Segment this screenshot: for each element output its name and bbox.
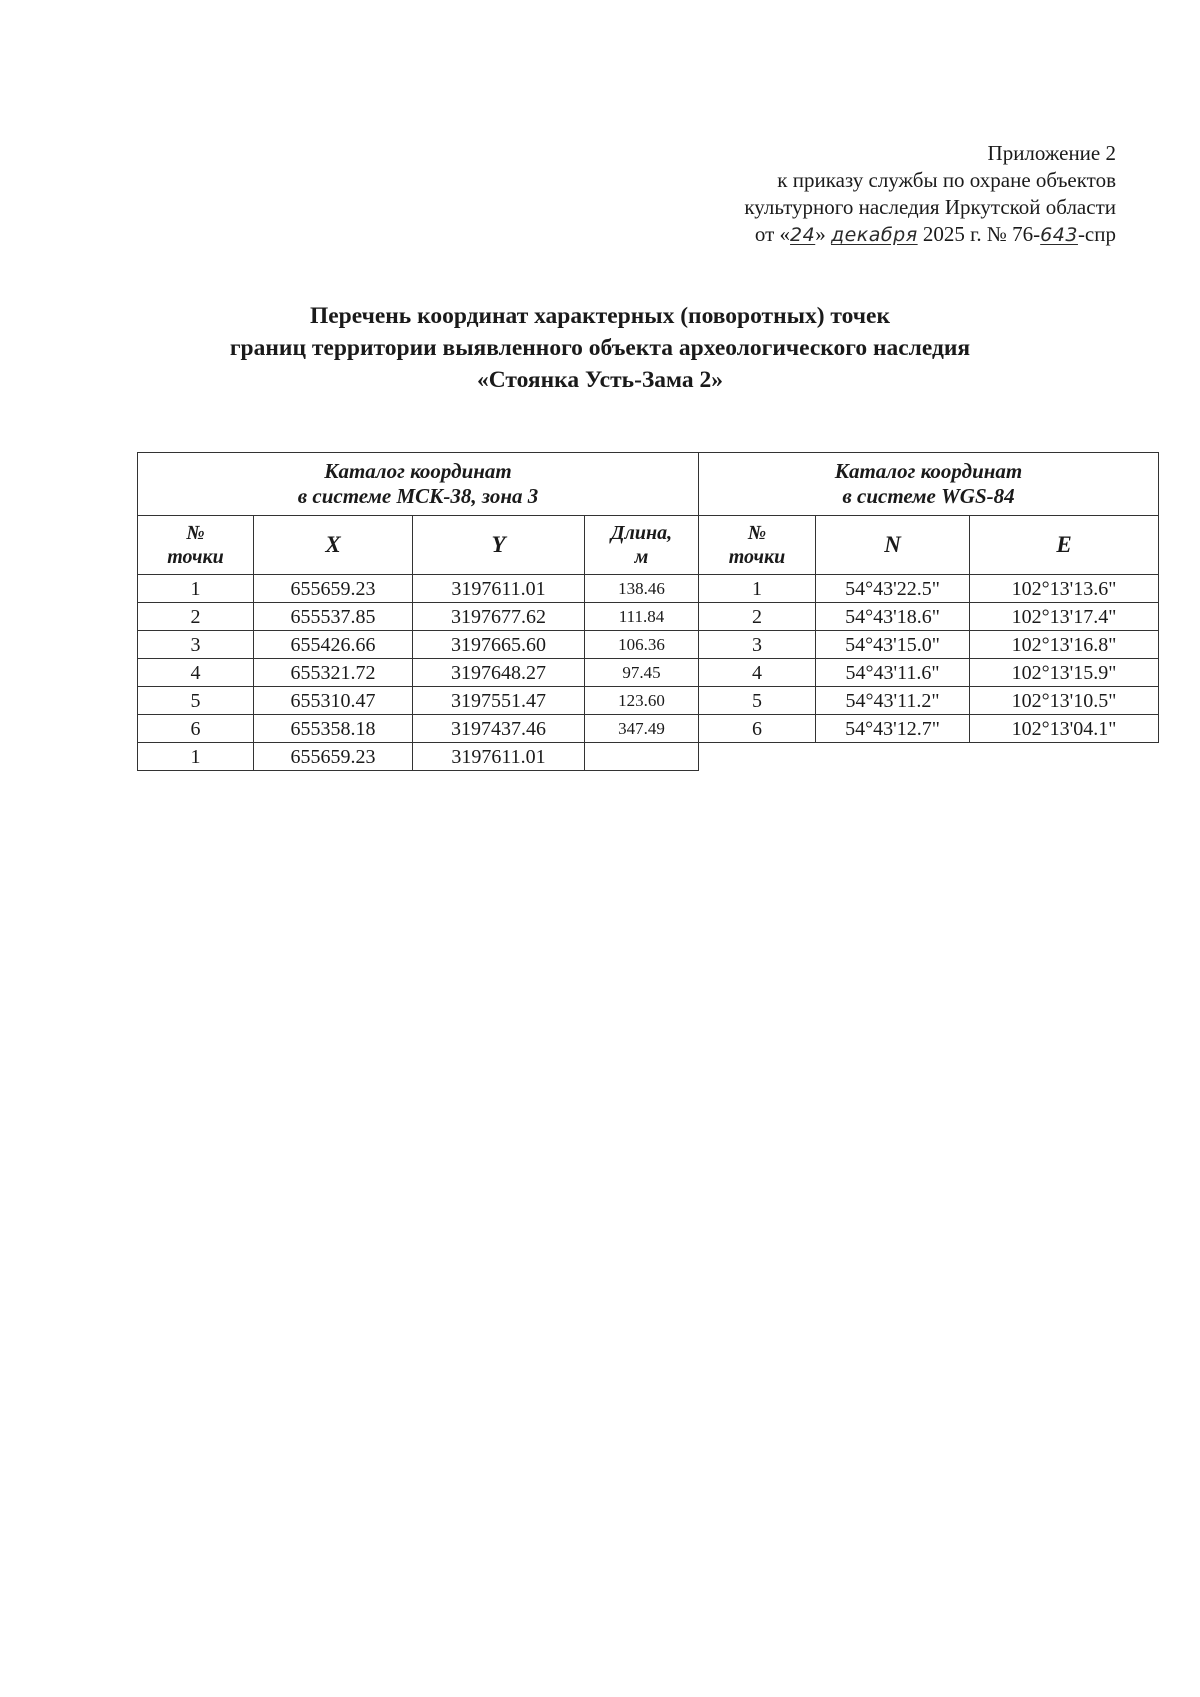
table-row (138, 603, 699, 631)
handwritten-order-number: 643 (1040, 224, 1078, 246)
wgs84-longitude-cell: 102°13'17.4" (970, 603, 1159, 631)
msk38-x-cell: 655537.85 (254, 603, 413, 631)
table-row (699, 575, 1159, 603)
msk38-col-length-label: Длина, (610, 522, 673, 544)
msk38-y-cell: 3197437.46 (413, 715, 585, 743)
msk38-y-cell: 3197611.01 (413, 575, 585, 603)
msk38-point-number-cell: 4 (138, 659, 254, 687)
wgs84-longitude-cell: 102°13'15.9" (970, 659, 1159, 687)
msk38-point-number-cell: 6 (138, 715, 254, 743)
msk38-point-number-cell: 3 (138, 631, 254, 659)
msk38-x-cell: 655321.72 (254, 659, 413, 687)
table-row (699, 631, 1159, 659)
msk38-column-header-row (138, 516, 699, 575)
wgs84-longitude-cell: 102°13'13.6" (970, 575, 1159, 603)
msk38-col-number-sign: № (186, 522, 205, 544)
wgs84-group-line-1: Каталог координат (834, 459, 1023, 483)
msk38-group-line-2: в системе МСК-38, зона 3 (297, 484, 539, 508)
msk38-y-cell: 3197551.47 (413, 687, 585, 715)
msk38-col-number-label: точки (167, 546, 224, 568)
msk38-group-line-1: Каталог координат (324, 459, 512, 483)
table-row (138, 687, 699, 715)
wgs84-latitude-cell: 54°43'11.6" (816, 659, 970, 687)
msk38-length-cell: 138.46 (585, 575, 699, 603)
msk38-y-cell: 3197648.27 (413, 659, 585, 687)
wgs84-group-header (699, 453, 1159, 516)
wgs84-col-number-label: точки (728, 546, 786, 568)
wgs84-latitude-cell: 54°43'11.2" (816, 687, 970, 715)
msk38-x-cell: 655310.47 (254, 687, 413, 715)
order-authority-line: культурного наследия Иркутской области (744, 195, 1116, 219)
table-row (138, 575, 699, 603)
wgs84-point-number-cell: 5 (699, 687, 816, 715)
msk38-length-cell (585, 743, 699, 771)
date-suffix: 2025 г. № 76- (922, 222, 1041, 246)
msk38-y-cell: 3197611.01 (413, 743, 585, 771)
order-suffix: -спр (1077, 222, 1116, 246)
msk38-length-cell: 347.49 (585, 715, 699, 743)
wgs84-point-number-cell: 6 (699, 715, 816, 743)
title-line-1: Перечень координат характерных (поворотных) точек (309, 303, 891, 329)
wgs84-table-body (699, 575, 1159, 743)
msk38-point-number-cell: 2 (138, 603, 254, 631)
document-title (0, 300, 1200, 396)
msk38-x-cell: 655426.66 (254, 631, 413, 659)
wgs84-col-longitude: E (970, 516, 1159, 575)
wgs84-coordinates-table (698, 452, 1159, 743)
wgs84-latitude-cell: 54°43'18.6" (816, 603, 970, 631)
title-line-3: «Стоянка Усть-Зама 2» (476, 367, 724, 393)
msk38-point-number-cell: 5 (138, 687, 254, 715)
msk38-col-length (585, 516, 699, 575)
msk38-table-body (138, 575, 699, 771)
order-date-line (744, 221, 1116, 249)
msk38-length-cell: 97.45 (585, 659, 699, 687)
wgs84-point-number-cell: 2 (699, 603, 816, 631)
wgs84-latitude-cell: 54°43'22.5" (816, 575, 970, 603)
table-row (138, 743, 699, 771)
table-row (699, 715, 1159, 743)
msk38-y-cell: 3197677.62 (413, 603, 585, 631)
msk38-y-cell: 3197665.60 (413, 631, 585, 659)
wgs84-point-number-cell: 1 (699, 575, 816, 603)
msk38-x-cell: 655358.18 (254, 715, 413, 743)
appendix-header (744, 140, 1116, 249)
date-prefix: от « (754, 222, 791, 246)
msk38-group-header (138, 453, 699, 516)
table-row (138, 659, 699, 687)
table-row (138, 631, 699, 659)
wgs84-col-latitude: N (816, 516, 970, 575)
msk38-length-cell: 123.60 (585, 687, 699, 715)
order-reference-line: к приказу службы по охране объектов (777, 168, 1116, 192)
wgs84-latitude-cell: 54°43'15.0" (816, 631, 970, 659)
wgs84-col-number-sign: № (747, 522, 767, 544)
msk38-length-cell: 106.36 (585, 631, 699, 659)
table-row (138, 715, 699, 743)
wgs84-longitude-cell: 102°13'04.1" (970, 715, 1159, 743)
msk38-col-y: Y (413, 516, 585, 575)
msk38-coordinates-table (137, 452, 699, 771)
wgs84-longitude-cell: 102°13'16.8" (970, 631, 1159, 659)
wgs84-longitude-cell: 102°13'10.5" (970, 687, 1159, 715)
msk38-group-header-row (138, 453, 699, 516)
appendix-label: Приложение 2 (987, 141, 1116, 165)
wgs84-group-header-row (699, 453, 1159, 516)
title-line-2: границ территории выявленного объекта археологического наследия (229, 335, 971, 361)
wgs84-point-number-cell: 3 (699, 631, 816, 659)
date-separator: » (815, 222, 826, 246)
msk38-point-number-cell: 1 (138, 743, 254, 771)
msk38-point-number-cell: 1 (138, 575, 254, 603)
msk38-col-x: X (254, 516, 413, 575)
msk38-col-length-unit: м (634, 546, 649, 568)
wgs84-group-line-2: в системе WGS-84 (842, 484, 1015, 508)
handwritten-day: 24 (790, 224, 816, 246)
msk38-col-point-number (138, 516, 254, 575)
wgs84-column-header-row (699, 516, 1159, 575)
msk38-x-cell: 655659.23 (254, 575, 413, 603)
msk38-length-cell: 111.84 (585, 603, 699, 631)
msk38-x-cell: 655659.23 (254, 743, 413, 771)
table-row (699, 687, 1159, 715)
table-row (699, 603, 1159, 631)
wgs84-latitude-cell: 54°43'12.7" (816, 715, 970, 743)
wgs84-point-number-cell: 4 (699, 659, 816, 687)
table-row (699, 659, 1159, 687)
wgs84-col-point-number (699, 516, 816, 575)
handwritten-month: декабря (830, 224, 918, 246)
